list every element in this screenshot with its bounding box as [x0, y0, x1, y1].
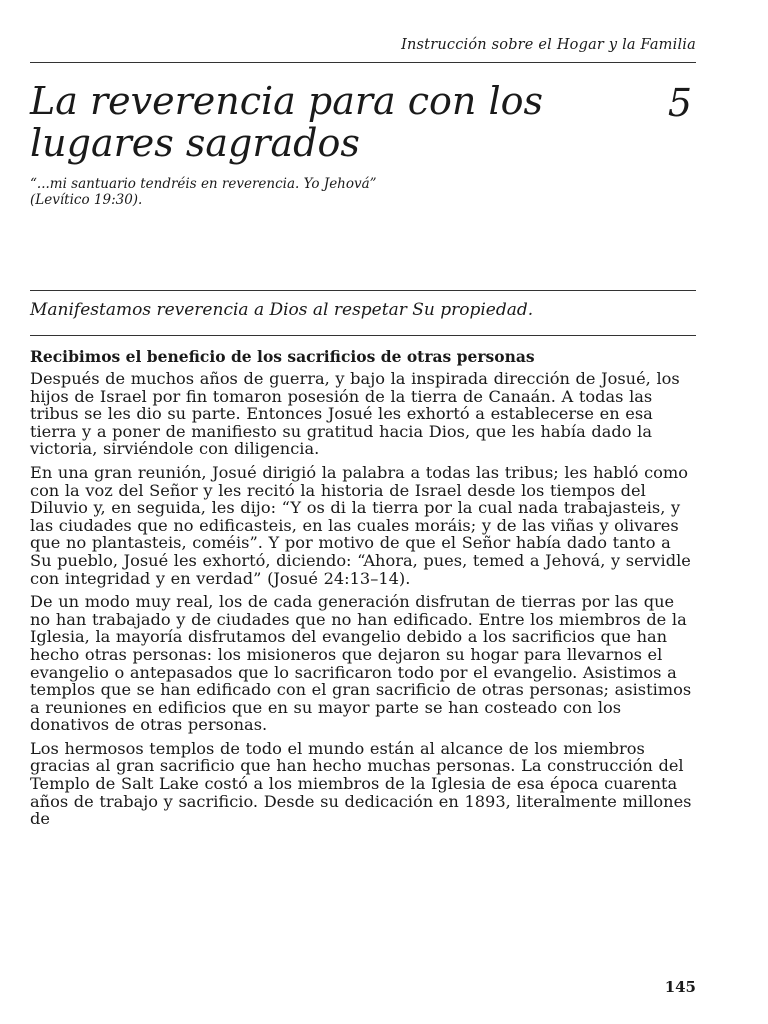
paragraph: Los hermosos templos de todo el mundo están al alcance de los miembros gracias al gran sacrificio que han hecho muchas personas. La construcción del Templo de Salt Lake costó a los miembros de la Iglesia de esa época cuarenta años de trabajo y sacrificio. Desde su dedicación en 1893, literalmente millones de	[30, 738, 692, 829]
principle-statement: Manifestamos reverencia a Dios al respetar Su propiedad.	[30, 300, 534, 320]
running-header: Instrucción sobre el Hogar y la Familia	[401, 37, 696, 53]
chapter-title: La reverencia para con los lugares sagrados	[30, 79, 543, 165]
principle-bottom-rule	[30, 335, 696, 336]
epigraph-quote: “...mi santuario tendréis en reverencia. Yo Jehová”	[30, 176, 377, 192]
epigraph	[30, 176, 490, 208]
page-number: 145	[664, 978, 696, 996]
paragraph: Después de muchos años de guerra, y bajo la inspirada dirección de Josué, los hijos de Israel por fin tomaron posesión de la tierra de Canaán. A todas las tribus se les dio su parte. Entonces Josué les exhortó a establecerse en esa tierra y a poner de manifiesto su gratitud hacia Dios, que les había dado la victoria, sirviéndole con diligencia.	[30, 369, 680, 459]
main-content	[30, 347, 696, 834]
section-heading: Recibimos el beneficio de los sacrificios de otras personas	[30, 347, 535, 366]
principle-top-rule	[30, 290, 696, 291]
paragraph: En una gran reunión, Josué dirigió la palabra a todas las tribus; les habló como con la voz del Señor y les recitó la historia de Israel desde los tiempos del Diluvio y, en seguida, les dijo: “Y os di la tierra por la cual nada trabajasteis, y las ciudades que no edificasteis, en las cuales moráis; y de las viñas y olivares que no plantasteis, coméis”. Y por motivo de que el Señor había dado tanto a Su pueblo, Josué les exhortó, diciendo: “Ahora, pues, temed a Jehová, y servidle con integridad y en verdad” (Josué 24:13–14).	[30, 462, 691, 588]
chapter-number: 5	[667, 81, 692, 125]
epigraph-citation: (Levítico 19:30).	[30, 192, 143, 208]
header-rule	[30, 62, 696, 63]
paragraph: De un modo muy real, los de cada generación disfrutan de tierras por las que no han trabajado y de ciudades que no han edificado. Entre los miembros de la Iglesia, la mayoría disfrutamos del evangelio debido a los sacrificios que han hecho otras personas: los misioneros que dejaron su hogar para llevarnos el evangelio o antepasados que lo sacrificaron todo por el evangelio. Asistimos a templos que se han edificado con el gran sacrificio de otras personas; asistimos a reuniones en edificios que en su mayor parte se han costeado con los donativos de otras personas.	[30, 592, 692, 735]
